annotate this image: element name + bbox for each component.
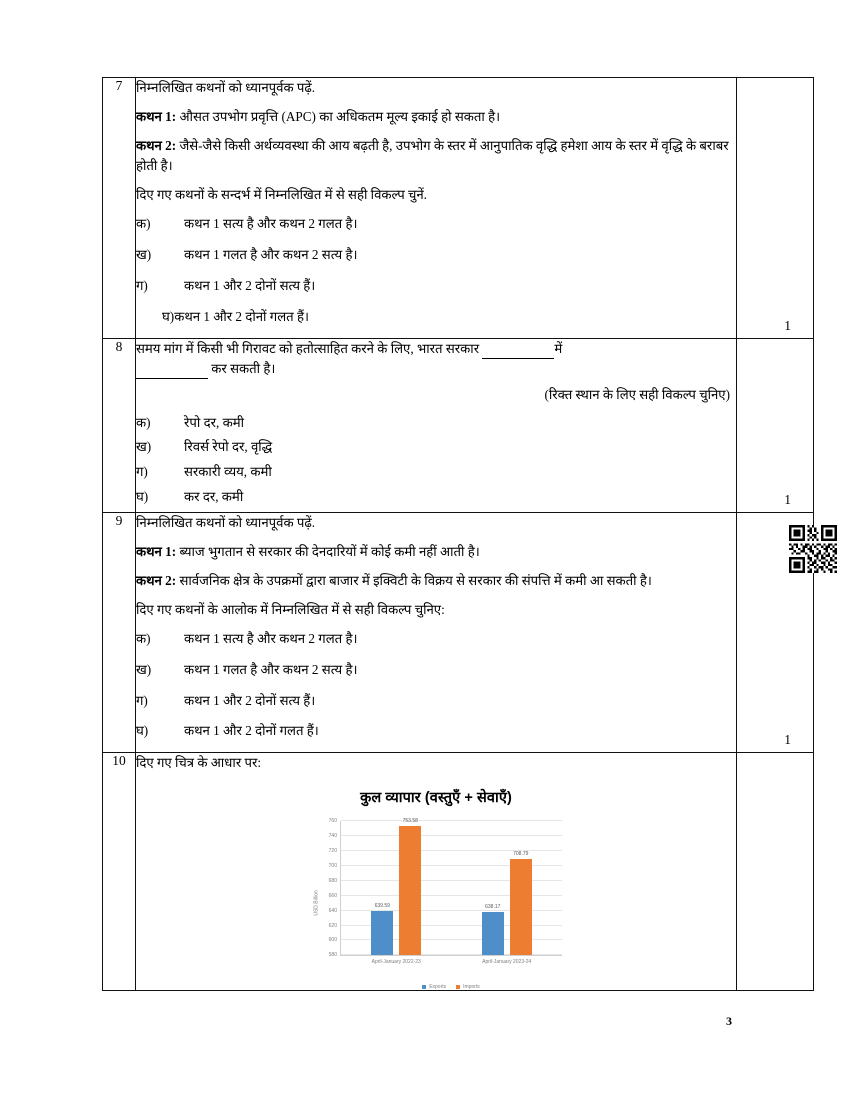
question-body-9 xyxy=(136,512,737,752)
chart-plot xyxy=(328,818,562,966)
chart-y-tick: 700 xyxy=(328,862,337,869)
total-trade-chart xyxy=(136,787,736,990)
question-body-10 xyxy=(136,753,737,991)
marks-cell-10 xyxy=(737,753,814,991)
chart-gridline xyxy=(328,833,562,840)
q9-option-c[interactable] xyxy=(136,691,736,711)
marks-cell-7 xyxy=(737,78,814,339)
q9-option-a-key: क) xyxy=(136,631,151,647)
chart-value-label: 708.79 xyxy=(513,851,529,858)
question-number-8: 8 xyxy=(103,338,136,512)
chart-y-tick: 580 xyxy=(328,952,337,959)
q9-option-c-text: कथन 1 और 2 दोनों सत्य हैं। xyxy=(184,692,316,708)
chart-legend xyxy=(340,984,562,990)
question-body-7 xyxy=(136,78,737,339)
chart-value-label: 753.58 xyxy=(402,818,418,825)
q9-option-d-key: घ) xyxy=(136,723,149,739)
q7-option-b-text: कथन 1 गलत है और कथन 2 सत्य है। xyxy=(184,247,358,263)
q9-statement-2 xyxy=(136,571,736,591)
q7-option-a-text: कथन 1 सत्य है और कथन 2 गलत है। xyxy=(184,216,358,232)
q7-option-a[interactable] xyxy=(136,214,736,234)
page-number: 3 xyxy=(726,1014,732,1028)
q8-option-a-text: रेपो दर, कमी xyxy=(184,414,245,430)
chart-legend-item[interactable] xyxy=(422,984,446,990)
chart-y-tick: 600 xyxy=(328,937,337,944)
q7-statement-1-text: औसत उपभोग प्रवृत्ति (APC) का अधिकतम मूल्य इकाई हो सकता है। xyxy=(179,109,501,125)
q8-option-b[interactable] xyxy=(136,437,736,457)
marks-cell-8 xyxy=(737,338,814,512)
q9-statement-1-text: ब्याज भुगतान से सरकार की देनदारियों में कोई कमी नहीं आती है। xyxy=(179,543,480,559)
chart-y-tick: 760 xyxy=(328,818,337,825)
chart-legend-label: Imports xyxy=(463,984,480,991)
question-body-8 xyxy=(136,338,737,512)
chart-bar-exports xyxy=(482,904,504,955)
chart-bar-imports xyxy=(510,851,532,955)
question-number-7: 7 xyxy=(103,78,136,339)
q8-blank-2[interactable] xyxy=(136,366,208,379)
q9-statement-2-label: कथन 2: xyxy=(136,572,177,588)
qr-code-icon xyxy=(789,525,837,573)
q9-option-d[interactable] xyxy=(136,721,736,741)
chart-legend-item[interactable] xyxy=(456,984,480,990)
qr-code[interactable] xyxy=(789,525,837,573)
q9-option-b-text: कथन 1 गलत है और कथन 2 सत्य है। xyxy=(184,661,358,677)
q8-option-d-text: कर दर, कमी xyxy=(184,489,244,505)
q8-options xyxy=(136,413,736,507)
chart-legend-swatch xyxy=(422,985,426,989)
chart-y-tick: 720 xyxy=(328,848,337,855)
marks-value-9: 1 xyxy=(784,732,791,748)
q8-option-c-text: सरकारी व्यय, कमी xyxy=(184,464,272,480)
chart-bar-imports xyxy=(399,818,421,955)
q9-option-b[interactable] xyxy=(136,660,736,680)
q8-stem-part1: समय मांग में किसी भी गिरावट को हतोत्साहित करने के लिए, भारत सरकार xyxy=(136,340,480,356)
chart-y-axis-label: USD Billion xyxy=(313,890,320,916)
q8-note: (रिक्त स्थान के लिए सही विकल्प चुनिए) xyxy=(544,386,730,402)
q9-option-b-key: ख) xyxy=(136,661,152,677)
q7-option-c-key: ग) xyxy=(136,277,148,293)
q8-stem-part2: में xyxy=(554,340,563,356)
chart-y-tick: 680 xyxy=(328,877,337,884)
q8-option-c-key: ग) xyxy=(136,464,148,480)
q9-option-c-key: ग) xyxy=(136,692,148,708)
q7-intro: निम्नलिखित कथनों को ध्यानपूर्वक पढ़ें. xyxy=(136,80,316,95)
q8-option-b-text: रिवर्स रेपो दर, वृद्धि xyxy=(184,439,273,455)
q8-option-d-key: घ) xyxy=(136,489,149,505)
marks-value-7: 1 xyxy=(784,317,791,333)
q7-statement-2-label: कथन 2: xyxy=(136,138,177,154)
table-row xyxy=(103,338,814,512)
q9-option-d-text: कथन 1 और 2 दोनों गलत हैं। xyxy=(184,723,319,739)
q7-option-a-key: क) xyxy=(136,216,151,232)
marks-value-8: 1 xyxy=(784,491,791,507)
chart-title: कुल व्यापार (वस्तुएँ + सेवाएँ) xyxy=(360,790,512,807)
chart-y-tick: 640 xyxy=(328,907,337,914)
q10-intro: दिए गए चित्र के आधार पर: xyxy=(136,755,262,771)
q7-option-d[interactable] xyxy=(162,307,736,327)
q7-option-d-text: कथन 1 और 2 दोनों गलत हैं। xyxy=(174,308,309,324)
q8-option-c[interactable] xyxy=(136,462,736,482)
q9-option-a[interactable] xyxy=(136,629,736,649)
q7-option-c[interactable] xyxy=(136,276,736,296)
chart-x-tick: April-January 2022-23 xyxy=(371,959,421,966)
q7-option-b[interactable] xyxy=(136,245,736,265)
q9-option-a-text: कथन 1 सत्य है और कथन 2 गलत है। xyxy=(184,631,358,647)
question-number-9: 9 xyxy=(103,512,136,752)
q9-intro: निम्नलिखित कथनों को ध्यानपूर्वक पढ़ें. xyxy=(136,514,316,530)
q7-statement-1-label: कथन 1: xyxy=(136,109,177,125)
q7-option-c-text: कथन 1 और 2 दोनों सत्य हैं। xyxy=(184,277,316,293)
q9-statement-2-text: सार्वजनिक क्षेत्र के उपक्रमों द्वारा बाजार में इक्विटी के विक्रय से सरकार की संपत्ति में कमी आ सकती है। xyxy=(179,572,652,588)
questions-table xyxy=(102,77,814,991)
q8-stem-part3: कर सकती है। xyxy=(211,360,276,376)
q9-statement-1-label: कथन 1: xyxy=(136,543,177,559)
chart-legend-label: Exports xyxy=(429,984,447,991)
q7-prompt: दिए गए कथनों के सन्दर्भ में निम्नलिखित में से सही विकल्प चुनें. xyxy=(136,187,427,203)
chart-y-tick: 660 xyxy=(328,892,337,899)
table-row xyxy=(103,512,814,752)
table-row xyxy=(103,78,814,339)
q7-option-b-key: ख) xyxy=(136,247,152,263)
q8-option-a-key: क) xyxy=(136,414,151,430)
q9-prompt: दिए गए कथनों के आलोक में निम्नलिखित में से सही विकल्प चुनिए: xyxy=(136,602,445,617)
chart-value-label: 639.59 xyxy=(374,902,390,909)
q8-option-b-key: ख) xyxy=(136,439,152,455)
q8-stem xyxy=(136,339,736,379)
chart-y-tick: 740 xyxy=(328,833,337,840)
q8-option-d[interactable] xyxy=(136,487,736,507)
chart-legend-swatch xyxy=(456,985,460,989)
q8-blank-1[interactable] xyxy=(482,346,554,359)
chart-bar-exports xyxy=(371,902,393,955)
question-number-10: 10 xyxy=(103,753,136,991)
q9-options xyxy=(136,629,736,741)
q7-statement-2-text: जैसे-जैसे किसी अर्थव्यवस्था की आय बढ़ती है, उपभोग के स्तर में आनुपातिक वृद्धि हमेशा आय के स्तर में वृद्धि के बराबर होती है। xyxy=(136,138,729,174)
q9-statement-1 xyxy=(136,542,736,562)
q7-option-d-key: घ) xyxy=(162,308,175,324)
table-row xyxy=(103,753,814,991)
q7-options xyxy=(136,214,736,326)
q8-option-a[interactable] xyxy=(136,413,736,433)
chart-y-tick: 620 xyxy=(328,922,337,929)
chart-value-label: 638.17 xyxy=(485,904,501,911)
q7-statement-2 xyxy=(136,136,736,176)
q7-statement-1 xyxy=(136,107,736,127)
chart-x-tick: April-January 2023-24 xyxy=(482,959,532,966)
chart-plot-area xyxy=(302,815,570,990)
